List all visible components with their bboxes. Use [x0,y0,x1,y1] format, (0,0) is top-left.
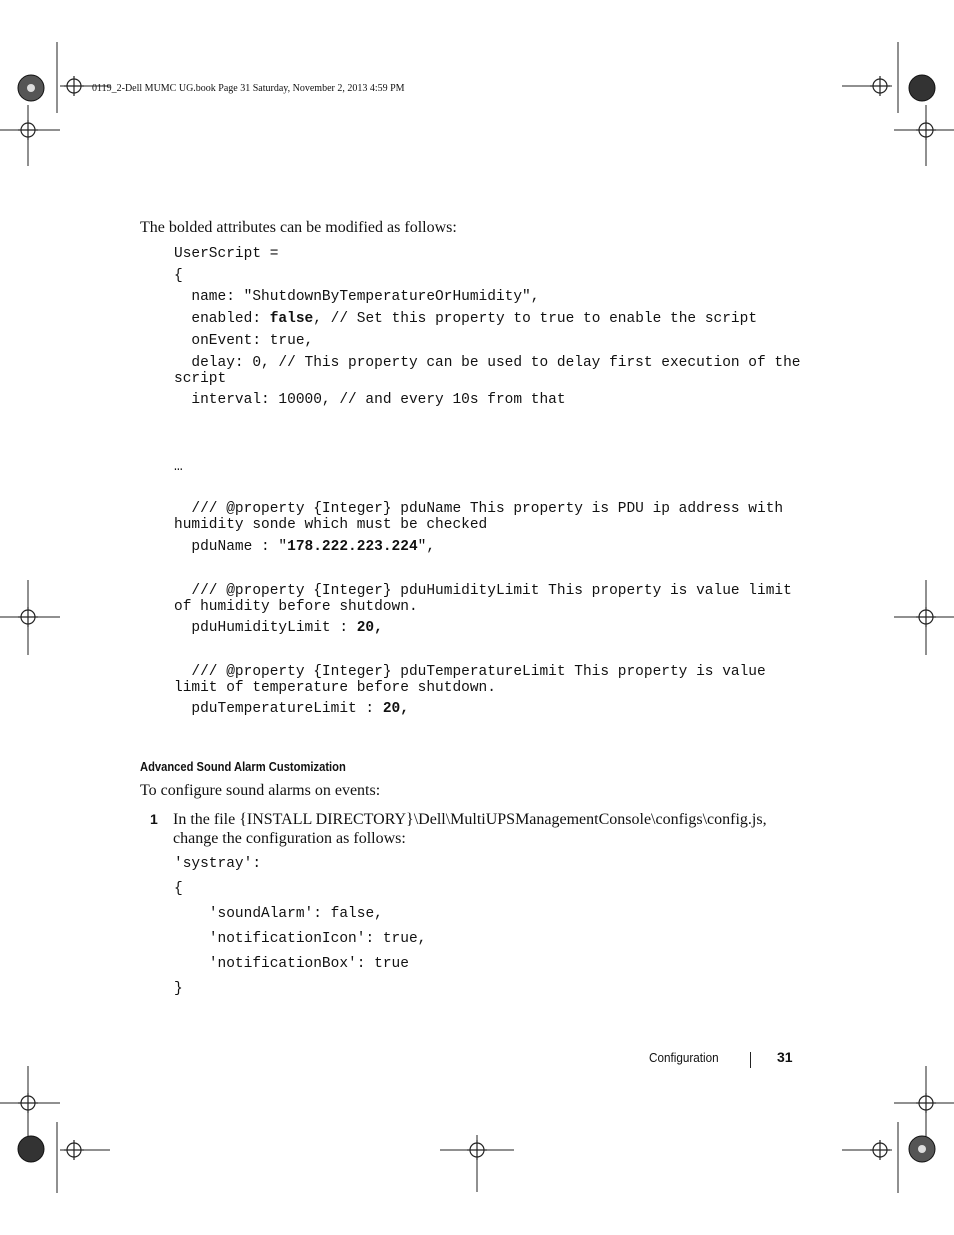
footer-section-name: Configuration [649,1050,719,1065]
code-line: 'notificationBox': true [174,956,409,972]
code-comment: /// @property {Integer} pduTemperatureLimit This property is value limit of temperature before shutdown. [174,664,775,696]
book-slug-line: 0119_2-Dell MUMC UG.book Page 31 Saturday, November 2, 2013 4:59 PM [92,83,405,94]
code-text: pduHumidityLimit : [174,620,357,636]
code-line-temperature [174,702,814,718]
code-ellipsis: … [174,459,183,475]
step-text: In the file {INSTALL DIRECTORY}\Dell\MultiUPSManagementConsole\configs\config.js, change the configuration as follows: [173,811,767,847]
code-line: 'notificationIcon': true, [174,931,427,947]
code-line: interval: 10000, // and every 10s from that [174,392,566,408]
code-bold-value: 20, [382,701,409,717]
code-line: delay: 0, // This property can be used to delay first execution of the script [174,355,810,387]
code-bold-value: false [269,311,314,327]
code-bold-value: 20, [356,620,383,636]
code-line-pduname [174,540,814,556]
section-heading: Advanced Sound Alarm Customization [140,759,346,774]
code-line: { [174,881,183,897]
code-comment: /// @property {Integer} pduHumidityLimit This property is value limit of humidity before shutdown. [174,583,801,615]
code-line: name: "ShutdownByTemperatureOrHumidity", [174,289,540,305]
code-line-enabled [174,312,814,328]
code-text: pduName : " [174,539,288,555]
code-comment: /// @property {Integer} pduName This property is PDU ip address with humidity sonde which must be checked [174,501,810,533]
page-number: 31 [777,1049,793,1065]
code-text: , // Set this property to true to enable the script [313,311,758,327]
code-text: pduTemperatureLimit : [174,701,383,717]
code-line-humidity [174,621,814,637]
code-line: 'systray': [174,856,262,872]
code-line: onEvent: true, [174,333,314,349]
code-line: 'soundAlarm': false, [174,906,383,922]
code-bold-value: 178.222.223.224 [287,539,418,555]
code-text: enabled: [174,311,270,327]
code-line: { [174,268,183,284]
footer-divider [750,1052,751,1068]
section-intro: To configure sound alarms on events: [140,782,381,799]
intro-paragraph: The bolded attributes can be modified as follows: [140,219,457,236]
step-number: 1 [150,811,158,827]
code-line: } [174,981,183,997]
code-line: UserScript = [174,246,279,262]
code-text: ", [417,539,436,555]
